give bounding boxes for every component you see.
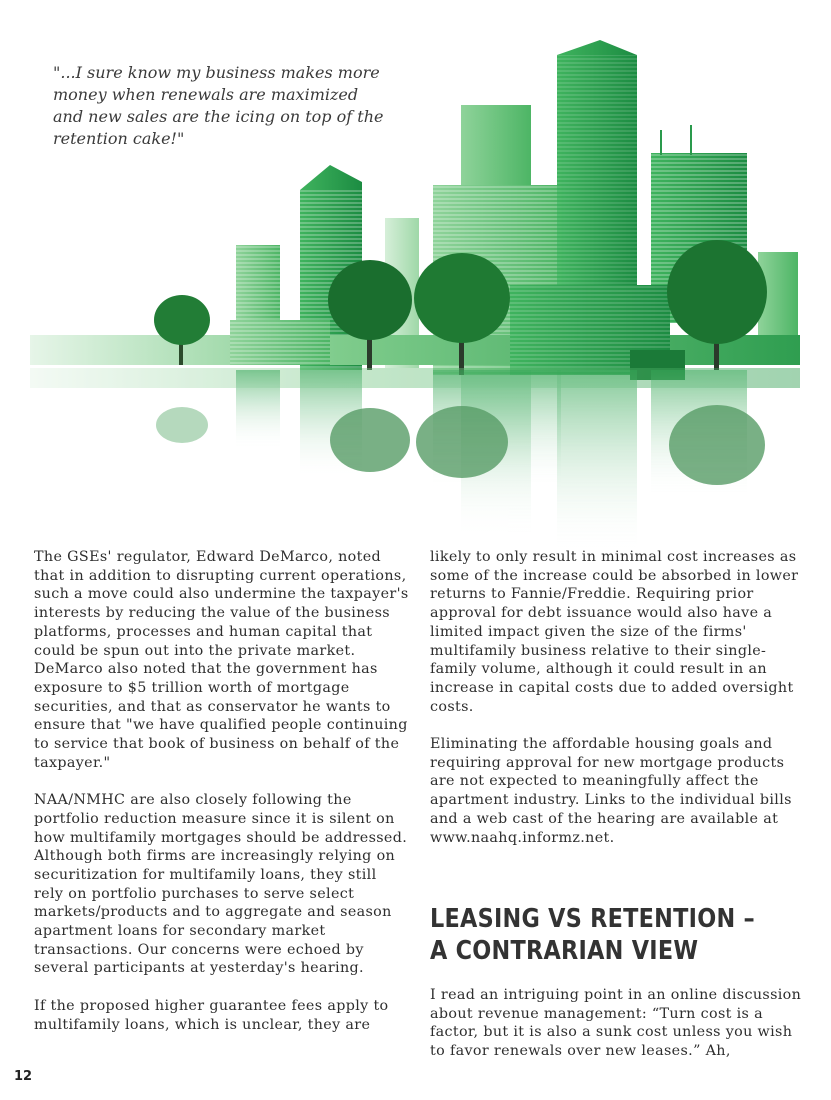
pull-quote-line: money when renewals are maximized (53, 85, 359, 104)
body-paragraph: I read an intriguing point in an online discussion about revenue management: “Turn cost is a factor, but it is also a sunk cost unless you wish to favor renewals over new leases.” Ah, (430, 987, 802, 1060)
body-paragraph: NAA/NMHC are also closely following the portfolio reduction measure since it is silent on how multifamily mortgages should be addressed. Although both firms are increasingly relying on securitization for multifamily loans, they still rely on portfolio purchases to serve select markets/products and to aggregate and season apartment loans for secondary market transactions. Our concerns were echoed by several participants at yesterday's hearing. (34, 792, 408, 977)
pull-quote-line: and new sales are the icing on top of the (53, 107, 384, 126)
section-heading-line: A CONTRARIAN VIEW (430, 936, 699, 966)
section-heading (430, 903, 757, 967)
right-column (430, 548, 802, 866)
body-paragraph: The GSEs' regulator, Edward DeMarco, noted that in addition to disrupting current operations, such a move could also undermine the taxpayer's interests by reducing the value of the business platforms, processes and human capital that could be spun out into the private market. DeMarco also noted that the government has exposure to $5 trillion worth of mortgage securities, and that as conservator he wants to ensure that "we have qualified people continuing to service that book of business on behalf of the taxpayer." (34, 549, 409, 771)
body-paragraph: If the proposed higher guarantee fees apply to multifamily loans, which is unclear, they are (34, 997, 389, 1033)
left-column (34, 548, 410, 1053)
page-number: 12 (14, 1069, 33, 1084)
section-heading-line: LEASING VS RETENTION – (430, 904, 755, 934)
pull-quote-line: retention cake!" (53, 129, 185, 148)
body-paragraph: Eliminating the affordable housing goals and requiring approval for new mortgage products are not expected to meaningfully affect the apartment industry. Links to the individual bills and a web cast of the hearing are available at www.naahq.informz.net. (430, 736, 792, 846)
pull-quote-line: "...I sure know my business makes more (53, 63, 380, 82)
body-paragraph: likely to only result in minimal cost increases as some of the increase could be absorbed in lower returns to Fannie/Freddie. Requiring prior approval for debt issuance would also have a limited impact given the size of the firms' multifamily business relative to their single-family volume, although it could result in an increase in capital costs due to added oversight costs. (430, 549, 799, 715)
city-skyline-illustration (0, 30, 831, 555)
